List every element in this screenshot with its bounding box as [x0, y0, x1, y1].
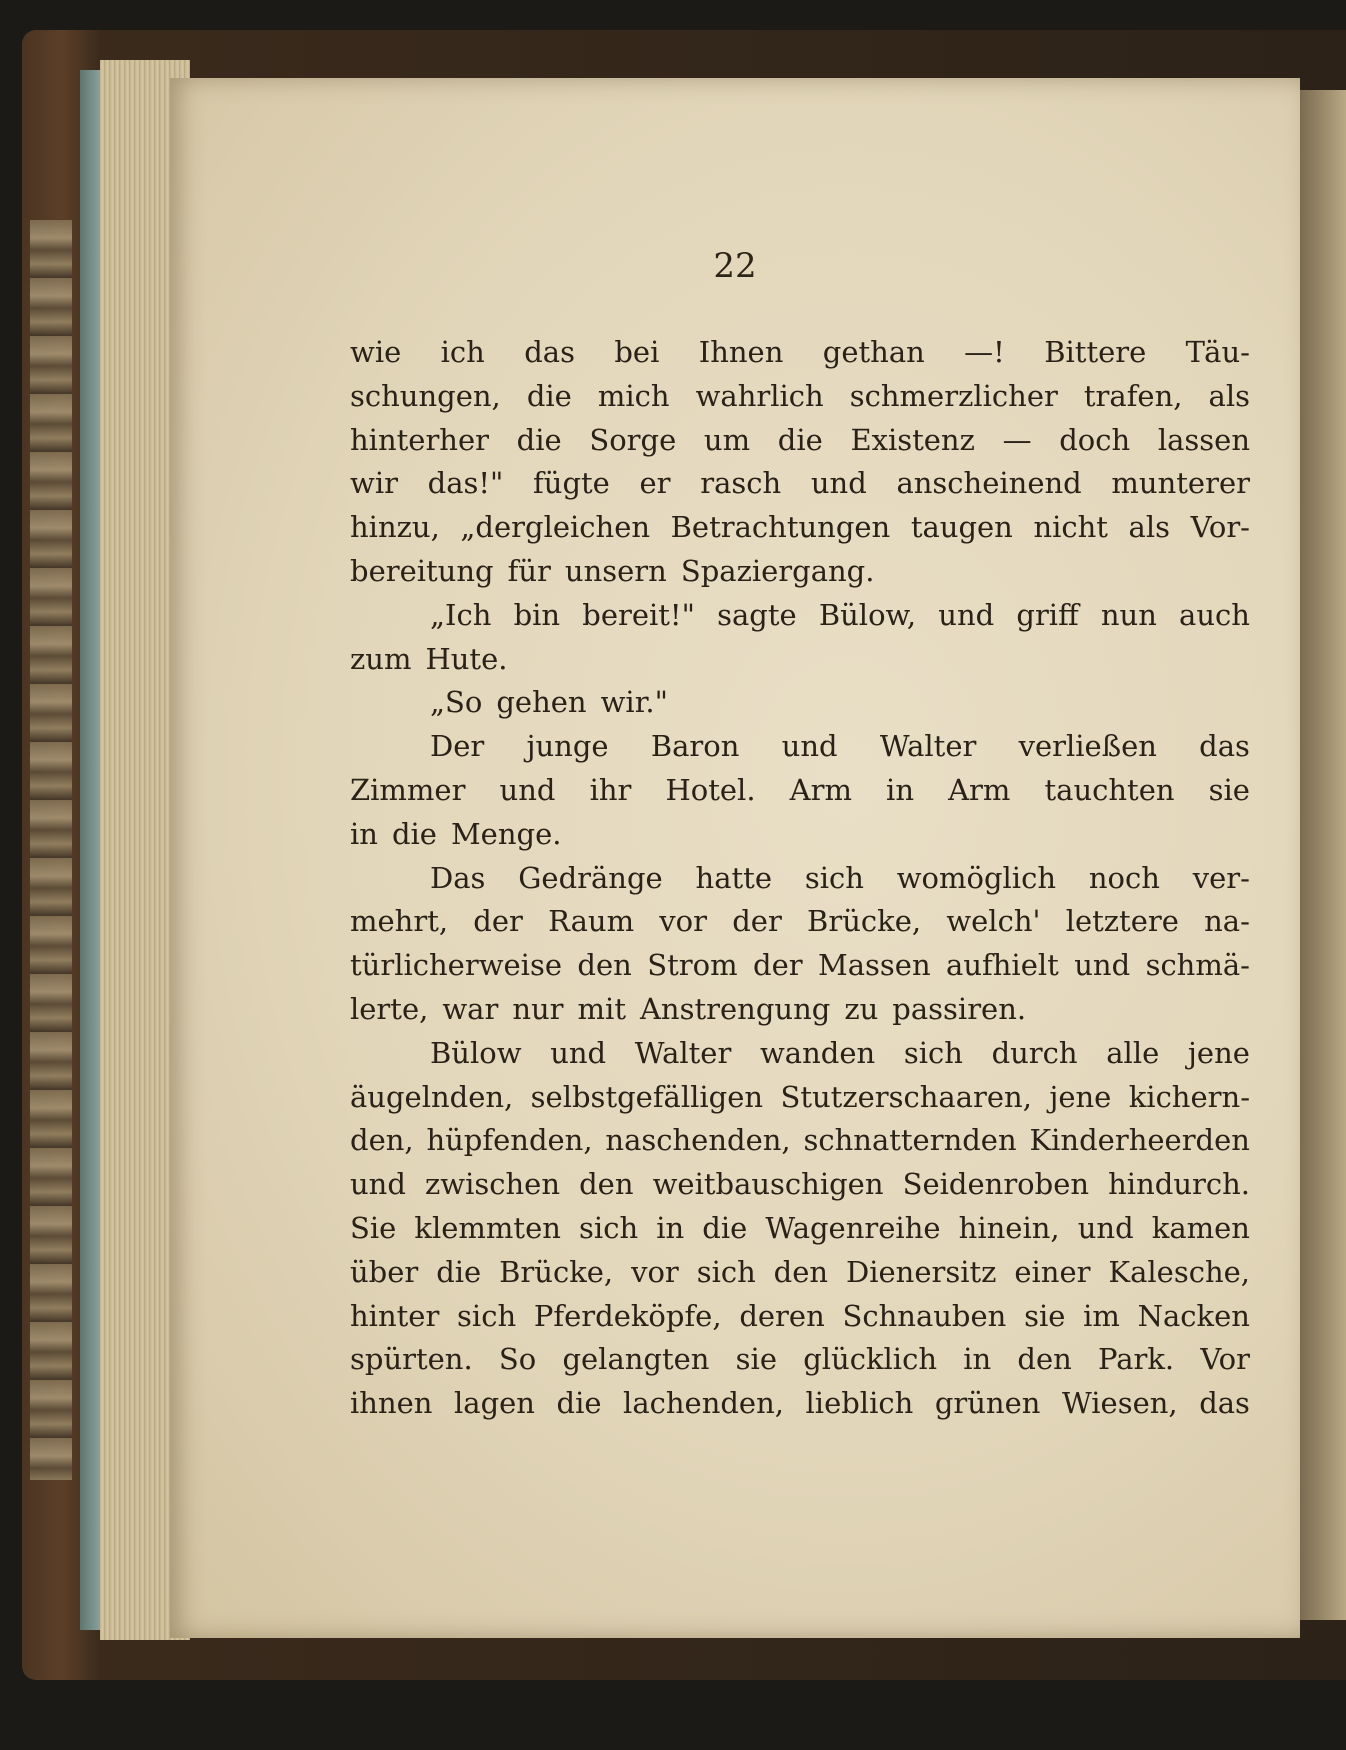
text-line — [350, 988, 1250, 1032]
word: Vor- — [1190, 510, 1250, 545]
word: den — [579, 1167, 634, 1202]
page-edge-tint — [80, 70, 102, 1630]
text-line — [350, 725, 1250, 769]
word: gehen — [496, 685, 587, 720]
word: griff — [1016, 597, 1079, 632]
word: die — [777, 422, 823, 457]
word: Der — [430, 729, 485, 764]
word: ihnen — [350, 1386, 433, 1421]
word: naschenden, — [605, 1123, 791, 1158]
word: sie — [1024, 1298, 1066, 1333]
word: Spaziergang. — [680, 553, 875, 588]
word: doch — [1059, 422, 1131, 457]
text-line — [350, 506, 1250, 550]
word: Ihnen — [698, 335, 784, 369]
word: mit — [577, 991, 626, 1026]
text-line — [350, 681, 1250, 725]
text-line — [350, 331, 1250, 375]
word: sich — [696, 1254, 756, 1289]
word: Walter — [634, 1035, 732, 1070]
word: nur — [512, 991, 564, 1026]
word: Arm — [789, 772, 852, 807]
word: wir." — [600, 685, 668, 720]
word: Baron — [650, 729, 740, 764]
word: in — [350, 816, 378, 851]
text-line — [350, 375, 1250, 419]
word: Zimmer — [350, 772, 466, 807]
word: Sorge — [589, 422, 677, 457]
text-line — [350, 1338, 1250, 1382]
word: Dienersitz — [845, 1254, 997, 1289]
word: ihr — [589, 772, 632, 807]
word: jene — [1187, 1035, 1250, 1070]
word: aufhielt — [946, 948, 1059, 983]
word: auch — [1179, 597, 1250, 632]
text-line — [350, 419, 1250, 463]
word: na- — [1204, 904, 1250, 939]
word: letztere — [1065, 904, 1179, 939]
word: und — [938, 597, 995, 632]
word: Anstrengung — [639, 991, 831, 1026]
word: Seidenroben — [902, 1167, 1090, 1202]
word: kamen — [1151, 1210, 1250, 1245]
word: mich — [597, 378, 670, 413]
word: „Ich — [430, 597, 492, 632]
word: zwischen — [425, 1167, 561, 1202]
word: als — [1128, 510, 1170, 545]
text-line — [350, 1382, 1250, 1426]
word: lagen — [454, 1386, 535, 1421]
text-line — [350, 1076, 1250, 1120]
word: und — [810, 466, 867, 501]
word: Pferdeköpfe, — [533, 1298, 722, 1333]
word: Wiesen, — [1061, 1386, 1178, 1421]
word: Brücke, — [807, 904, 922, 939]
word: Bülow — [430, 1035, 522, 1070]
word: fügte — [533, 466, 610, 501]
word: in — [886, 772, 914, 807]
word: die — [391, 816, 437, 851]
word: hinein, — [958, 1210, 1060, 1245]
text-line — [350, 813, 1250, 857]
word: Täu- — [1185, 335, 1250, 369]
word: türlicherweise — [350, 948, 562, 983]
word: Walter — [879, 729, 977, 764]
word: anscheinend — [896, 466, 1082, 501]
word: vor — [659, 904, 708, 939]
word: ich — [440, 335, 485, 369]
word: sich — [579, 1210, 639, 1245]
word: wir — [350, 466, 398, 501]
word: um — [703, 422, 751, 457]
word: der — [473, 904, 523, 939]
word: für — [507, 553, 551, 588]
word: schnatternden — [803, 1123, 1017, 1158]
word: taugen — [910, 510, 1013, 545]
word: bin — [513, 597, 561, 632]
word: Existenz — [850, 422, 975, 457]
word: alle — [1106, 1035, 1160, 1070]
body-text — [350, 331, 1250, 1426]
word: bereitung — [350, 553, 494, 588]
word: Bittere — [1044, 335, 1147, 369]
word: Wagenreihe — [765, 1210, 941, 1245]
word: tauchten — [1044, 772, 1175, 807]
word: Gedränge — [518, 860, 663, 895]
word: junge — [526, 729, 609, 764]
word: und — [1074, 948, 1131, 983]
word: die — [436, 1254, 482, 1289]
word: wie — [350, 335, 402, 369]
word: und — [499, 772, 556, 807]
word: hatte — [695, 860, 772, 895]
word: lieblich — [805, 1386, 914, 1421]
word: sich — [903, 1035, 963, 1070]
word: den — [577, 948, 632, 983]
word: nicht — [1033, 510, 1108, 545]
word: Nacken — [1137, 1298, 1250, 1333]
text-line — [350, 462, 1250, 506]
word: das — [1199, 1386, 1250, 1421]
word: der — [732, 904, 782, 939]
word: Kalesche, — [1108, 1254, 1250, 1289]
word: schmerzlicher — [849, 378, 1058, 413]
word: hüpfenden, — [426, 1123, 593, 1158]
word: das!" — [427, 466, 504, 501]
word: bei — [614, 335, 660, 369]
word: Park. — [1097, 1342, 1175, 1377]
word: der — [753, 948, 803, 983]
word: welch' — [946, 904, 1041, 939]
word: sich — [804, 860, 864, 895]
word: sich — [457, 1298, 517, 1333]
word: mehrt, — [350, 904, 449, 939]
word: die — [702, 1210, 748, 1245]
word: lachenden, — [623, 1386, 784, 1421]
text-line — [350, 638, 1250, 682]
word: Raum — [548, 904, 635, 939]
word: er — [639, 466, 671, 501]
word: war — [442, 991, 499, 1026]
word: kichern- — [1128, 1079, 1250, 1114]
text-line — [350, 857, 1250, 901]
word: grünen — [934, 1386, 1041, 1421]
word: durch — [991, 1035, 1078, 1070]
word: glücklich — [803, 1342, 938, 1377]
word: zu — [844, 991, 879, 1026]
word: im — [1083, 1298, 1120, 1333]
text-line — [350, 550, 1250, 594]
word: Schnauben — [842, 1298, 1007, 1333]
word: wahrlich — [695, 378, 824, 413]
word: hindurch. — [1108, 1167, 1250, 1202]
word: sagte — [717, 597, 797, 632]
word: rasch — [700, 466, 782, 501]
text-line — [350, 1119, 1250, 1163]
word: den — [773, 1254, 829, 1289]
word: klemmten — [414, 1210, 561, 1245]
word: Sie — [350, 1210, 397, 1245]
word: So — [498, 1342, 537, 1377]
word: lerte, — [350, 991, 429, 1026]
word: „dergleichen — [460, 510, 651, 545]
word: Strom — [647, 948, 738, 983]
word: in — [656, 1210, 685, 1245]
text-line — [350, 1207, 1250, 1251]
word: Hute. — [425, 641, 508, 676]
word: ver- — [1192, 860, 1250, 895]
word: und — [1077, 1210, 1134, 1245]
word: jene — [1049, 1079, 1112, 1114]
word: Menge. — [450, 816, 562, 851]
text-line — [350, 1251, 1250, 1295]
text-line — [350, 944, 1250, 988]
word: deren — [739, 1298, 825, 1333]
word: sie — [735, 1342, 777, 1377]
word: hinzu, — [350, 510, 440, 545]
word: und — [781, 729, 838, 764]
word: äugelnden, — [350, 1079, 514, 1114]
word: —! — [964, 335, 1005, 369]
word: Vor — [1200, 1342, 1250, 1377]
word: Arm — [948, 772, 1011, 807]
word: spürten. — [350, 1342, 473, 1377]
word: bereit!" — [582, 597, 695, 632]
word: hinter — [350, 1298, 440, 1333]
text-line — [350, 1163, 1250, 1207]
text-line — [350, 900, 1250, 944]
word: hinterher — [350, 422, 490, 457]
word: verließen — [1018, 729, 1157, 764]
word: unsern — [564, 553, 667, 588]
word: vor — [631, 1254, 679, 1289]
word: Betrachtungen — [670, 510, 891, 545]
word: das — [524, 335, 575, 369]
word: über — [350, 1254, 419, 1289]
word: zum — [350, 641, 412, 676]
text-line — [350, 1032, 1250, 1076]
book-page — [170, 78, 1300, 1638]
word: die — [516, 422, 562, 457]
word: trafen, — [1083, 378, 1183, 413]
word: den, — [350, 1123, 414, 1158]
page-number: 22 — [713, 246, 757, 286]
word: und — [550, 1035, 607, 1070]
word: Massen — [818, 948, 931, 983]
word: die — [556, 1386, 602, 1421]
word: wanden — [759, 1035, 876, 1070]
word: und — [350, 1167, 406, 1202]
text-line — [350, 769, 1250, 813]
word: in — [963, 1342, 992, 1377]
word: Das — [430, 860, 486, 895]
word: passiren. — [892, 991, 1027, 1026]
word: gethan — [822, 335, 925, 369]
word: sie — [1208, 772, 1250, 807]
word: womöglich — [896, 860, 1056, 895]
word: Kinderheerden — [1029, 1123, 1250, 1158]
facing-page-edge — [1300, 90, 1346, 1620]
word: lassen — [1157, 422, 1250, 457]
word: schungen, — [350, 378, 501, 413]
word: noch — [1088, 860, 1160, 895]
word: den — [1017, 1342, 1072, 1377]
word: Brücke, — [499, 1254, 614, 1289]
word: — — [1002, 422, 1032, 457]
word: weitbauschigen — [652, 1167, 884, 1202]
word: Stutzerschaaren, — [780, 1079, 1032, 1114]
word: das — [1199, 729, 1250, 764]
word: schmä- — [1145, 948, 1250, 983]
word: „So — [430, 685, 483, 720]
text-line — [350, 594, 1250, 638]
word: die — [526, 378, 572, 413]
word: munterer — [1111, 466, 1250, 501]
word: Bülow, — [818, 597, 917, 632]
word: Hotel. — [665, 772, 756, 807]
worn-spine-edge — [30, 220, 72, 1480]
word: selbstgefälligen — [530, 1079, 764, 1114]
word: nun — [1100, 597, 1157, 632]
word: als — [1208, 378, 1250, 413]
word: einer — [1014, 1254, 1091, 1289]
text-line — [350, 1295, 1250, 1339]
word: gelangten — [562, 1342, 710, 1377]
